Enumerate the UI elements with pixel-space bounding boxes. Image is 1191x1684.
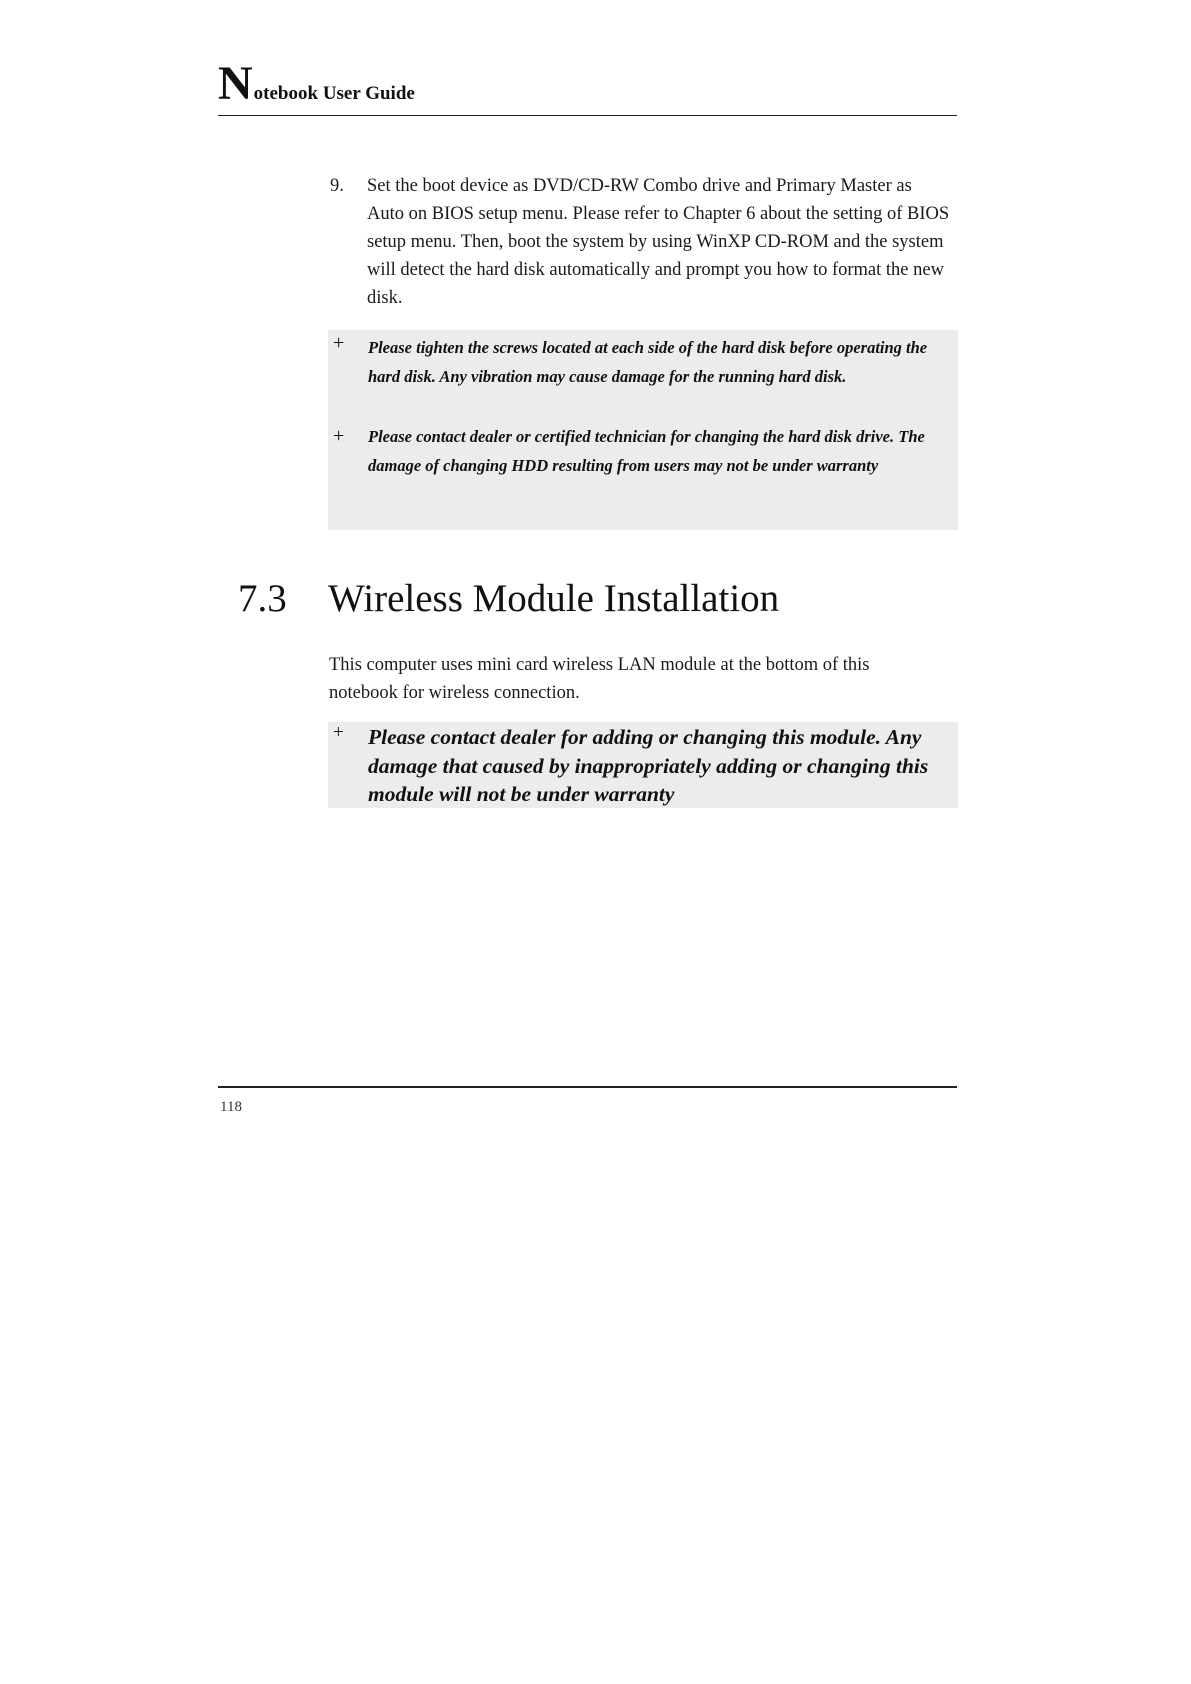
- section-body: This computer uses mini card wireless LAN module at the bottom of this notebook for wireless connection.: [329, 655, 870, 703]
- step-text: Set the boot device as DVD/CD-RW Combo drive and Primary Master as Auto on BIOS setup menu. Please refer to Chapter 6 about the setting of BIOS setup menu. Then, boot the system by using WinXP CD-ROM and the system will detect the hard disk automatically and prompt you how to format the new disk.: [367, 176, 950, 308]
- warning-note: [328, 722, 958, 809]
- caution-text: Please contact dealer or certified technician for changing the hard disk drive. The damage of changing HDD resulting from users may not be under warranty: [368, 427, 925, 475]
- warning-box: [328, 722, 958, 808]
- footer-divider: [218, 1086, 957, 1088]
- plus-icon: +: [333, 332, 345, 354]
- step-number: 9.: [330, 176, 344, 196]
- header-title: otebook User Guide: [253, 83, 415, 104]
- plus-icon: +: [333, 425, 345, 447]
- section-title: Wireless Module Installation: [328, 577, 780, 620]
- warning-text: Please contact dealer for adding or changing this module. Any damage that caused by inappropriately adding or changing this module will not be under warranty: [368, 725, 929, 806]
- caution-box: [328, 330, 958, 530]
- caution-note: [328, 330, 958, 391]
- header-initial: N: [218, 57, 253, 110]
- header-divider: [218, 115, 957, 116]
- caution-text: Please tighten the screws located at each side of the hard disk before operating the hard disk. Any vibration may cause damage for the running hard disk.: [368, 338, 928, 386]
- section-number: 7.3: [238, 577, 287, 620]
- page-number: 118: [220, 1099, 242, 1115]
- running-header: [218, 57, 958, 110]
- caution-note: [328, 423, 958, 480]
- step-item: [330, 172, 950, 312]
- plus-icon: +: [333, 722, 344, 743]
